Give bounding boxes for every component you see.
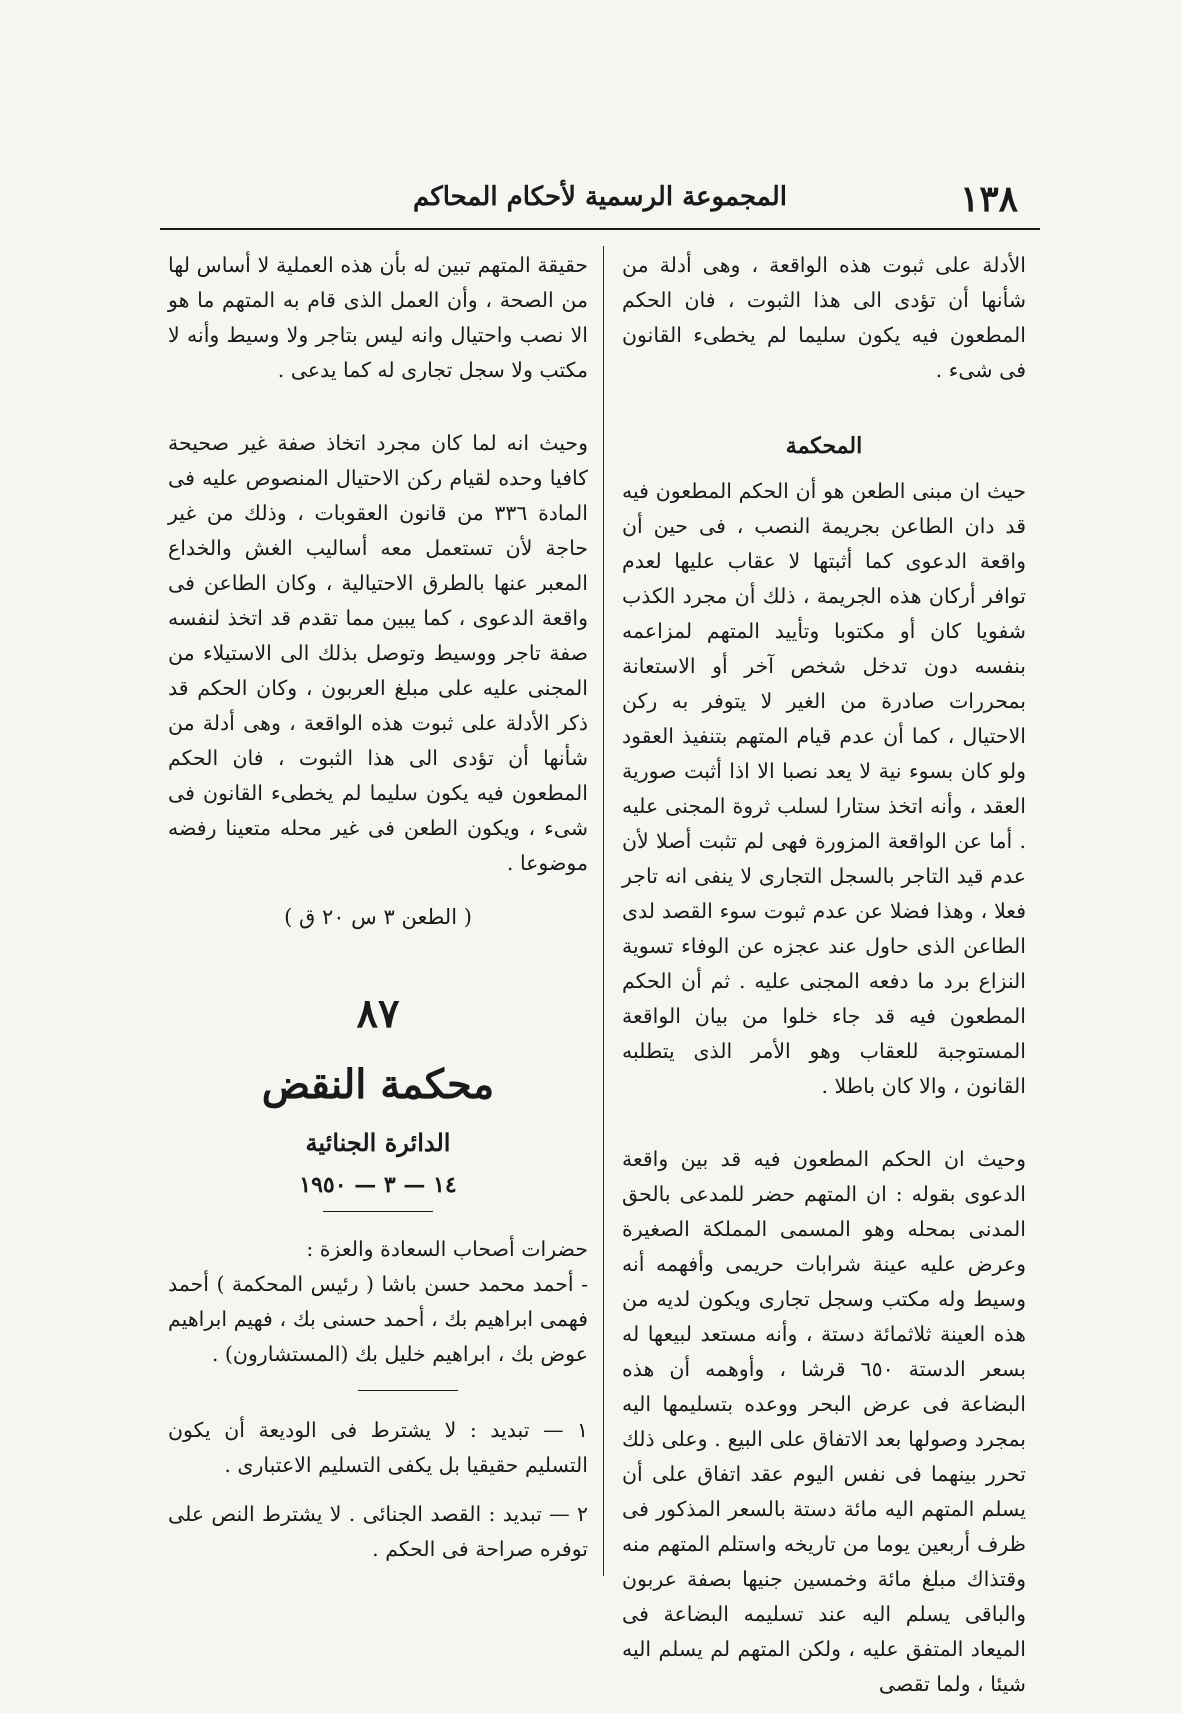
divider: [358, 1390, 458, 1391]
paragraph: حقيقة المتهم تبين له بأن هذه العملية لا أساس لها من الصحة ، وأن العمل الذى قام به المتهم ما هو الا نصب واحتيال وانه ليس بتاجر ولا وسيط وأنه لا مكتب ولا سجل تجارى له كما يدعى .: [168, 253, 588, 382]
chamber-name: الدائرة الجنائية: [305, 1128, 451, 1157]
right-column: [622, 248, 1026, 1702]
court-name: محكمة النقض: [261, 1061, 495, 1108]
page-number: ١٣٨: [959, 178, 1018, 220]
judges-list: - أحمد محمد حسن باشا ( رئيس المحكمة ) أحمد فهمى ابراهيم بك ، أحمد حسنى بك ، فهيم ابراهيم عوض بك ، ابراهيم خليل بك (المستشارون) .: [168, 1272, 588, 1366]
case-number: ٨٧: [356, 990, 400, 1037]
left-column: [168, 248, 588, 1567]
paragraph: الأدلة على ثبوت هذه الواقعة ، وهى أدلة من شأنها أن تؤدى الى هذا الثبوت ، فان الحكم المطعون فيه يكون سليما لم يخطىء القانون فى شىء .: [622, 253, 1026, 382]
headnote: ٢ — تبديد : القصد الجنائى . لا يشترط النص على توفره صراحة فى الحكم .: [168, 1502, 588, 1561]
judgment-date: ١٤ — ٣ — ١٩٥٠: [299, 1172, 457, 1198]
paragraph: حيث ان مبنى الطعن هو أن الحكم المطعون فيه قد دان الطاعن بجريمة النصب ، فى حين أن واقعة الدعوى كما أثبتها لا عقاب عليها لعدم توافر أركان هذه الجريمة ، ذلك أن مجرد الكذب شفويا كان أو مكتوبا وتأييد المتهم لمزاعمه بنفسه دون تدخل شخص آخر أو الاستعانة بمحررات صادرة من الغير لا يتوفر به ركن الاحتيال ، كما أن عدم قيام المتهم بتنفيذ العقود ولو كان بسوء نية لا يعد نصبا الا اذا أثبت صورية العقد ، وأنه اتخذ ستارا لسلب ثروة المجنى عليه . أما عن الواقعة المزورة فهى لم تثبت أصلا لأن عدم قيد التاجر بالسجل التجارى لا ينفى انه تاجر فعلا ، وهذا فضلا عن عدم ثبوت سوء القصد لدى الطاعن الذى حاول عند عجزه عن الوفاء تسوية النزاع برد ما دفعه المجنى عليه . ثم أن الحكم المطعون فيه قد جاء خلوا من بيان الواقعة المستوجبة للعقاب وهو الأمر الذى يتطلبه القانون ، والا كان باطلا .: [622, 479, 1026, 1098]
headnote: ١ — تبديد : لا يشترط فى الوديعة أن يكون التسليم حقيقيا بل يكفى التسليم الاعتبارى .: [168, 1418, 588, 1477]
paragraph: وحيث انه لما كان مجرد اتخاذ صفة غير صحيحة كافيا وحده لقيام ركن الاحتيال المنصوص عليه فى المادة ٣٣٦ من قانون العقوبات ، وذلك من غير حاجة لأن تستعمل معه أساليب الغش والخداع المعبر عنها بالطرق الاحتيالية ، وكان الطاعن فى واقعة الدعوى ، كما يبين مما تقدم قد اتخذ لنفسه صفة تاجر ووسيط وتوصل بذلك الى الاستيلاء من المجنى عليه على مبلغ العربون ، وكان الحكم قد ذكر الأدلة على ثبوت هذه الواقعة ، وهى أدلة من شأنها أن تؤدى الى هذا الثبوت ، فان الحكم المطعون فيه يكون سليما لم يخطىء القانون فى شىء ، ويكون الطعن فى غير محله متعينا رفضه موضوعا .: [168, 431, 588, 875]
paragraph: وحيث ان الحكم المطعون فيه قد بين واقعة الدعوى بقوله : ان المتهم حضر للمدعى بالحق المدنى بمحله وهو المسمى المملكة الصغيرة وعرض عليه عينة شرابات حريمى وأفهمه أنه وسيط وله مكتب وسجل تجارى ويكون لديه من هذه العينة ثلاثمائة دستة ، وأنه مستعد لبيعها له بسعر الدستة ٦٥٠ قرشا ، وأوهمه أن هذه البضاعة فى عرض البحر ووعده بتسليمها اليه بمجرد وصولها بعد الاتفاق على البيع . وعلى ذلك تحرر بينهما فى نفس اليوم عقد اتفاق على أن يسلم المتهم اليه مائة دستة بالسعر المذكور فى ظرف أربعين يوما من تاريخه واستلم المتهم منه وقتذاك مبلغ مائة وخمسين جنيها بصفة عربون والباقى يسلم اليه عند تسليمه البضاعة فى الميعاد المتفق عليه ، ولكن المتهم لم يسلم اليه شيئا ، ولما تقصى: [622, 1147, 1026, 1696]
page-header: [160, 172, 1040, 230]
column-divider: [603, 246, 604, 1576]
divider: [323, 1211, 433, 1212]
case-citation: ( الطعن ٣ س ٢٠ ق ): [284, 905, 472, 929]
judges-intro: حضرات أصحاب السعادة والعزة :: [306, 1237, 588, 1261]
running-title: المجموعة الرسمية لأحكام المحاكم: [413, 182, 787, 212]
section-heading: المحكمة: [785, 433, 863, 459]
